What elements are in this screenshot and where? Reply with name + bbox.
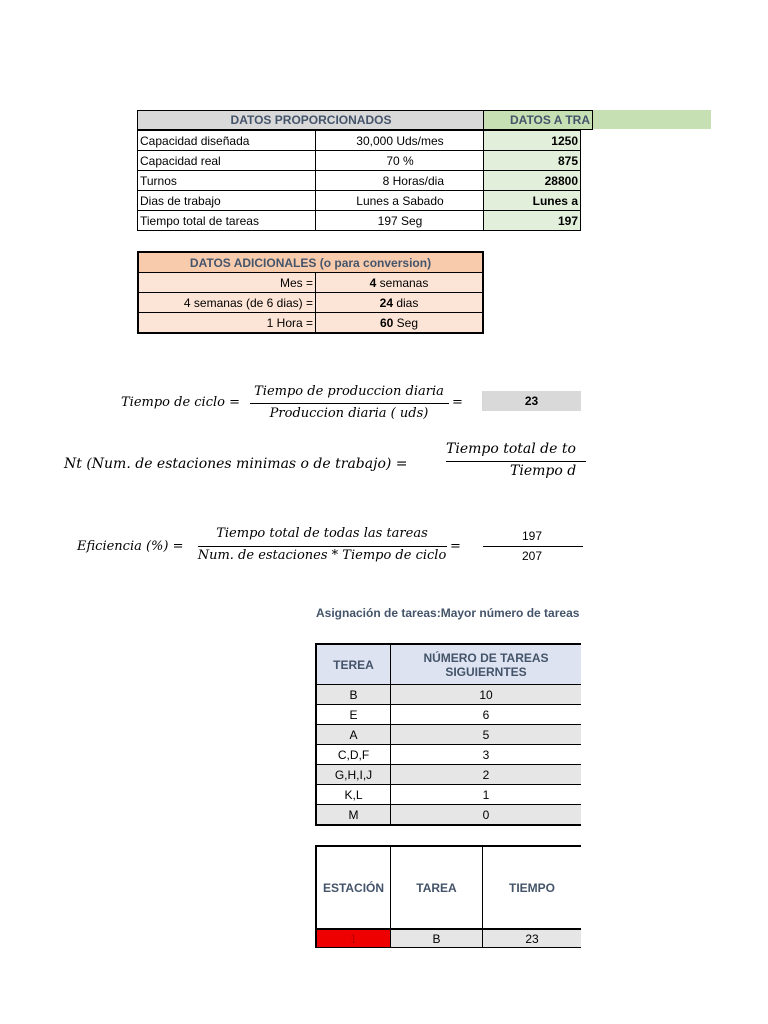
adicionales-num: 4	[369, 275, 377, 290]
asignacion-row-tarea: A	[315, 724, 391, 745]
adicionales-row-value	[315, 312, 484, 334]
formula-ciclo-lhs: Tiempo de ciclo =	[121, 395, 241, 410]
asignacion-col-numero: NÚMERO DE TAREAS SIGUIERNTES	[390, 643, 581, 685]
asignacion-row-tarea: B	[315, 684, 391, 705]
datos-row-value: 70 %	[315, 150, 485, 171]
asignacion-row-num: 6	[390, 704, 581, 725]
asignacion-row-num: 5	[390, 724, 581, 745]
datos-row-value: 8 Horas/dia	[315, 170, 485, 191]
asignacion-row-num: 10	[390, 684, 581, 705]
asignacion-row-num: 3	[390, 744, 581, 765]
asignacion-row-tarea: K,L	[315, 784, 391, 805]
asignacion-title: Asignación de tareas:Mayor número de tareas	[316, 606, 580, 620]
adicionales-row-label: 1 Hora =	[137, 312, 316, 334]
estaciones-col-tiempo: TIEMPO	[482, 845, 581, 929]
datos-row-computed: Lunes a	[483, 190, 581, 211]
formula-eficiencia-bar	[198, 546, 447, 547]
adicionales-num: 60	[379, 315, 394, 330]
formula-eficiencia-lhs: Eficiencia (%) =	[77, 539, 184, 554]
asignacion-col-tarea: TEREA	[315, 643, 391, 685]
datos-row-computed: 197	[483, 210, 581, 231]
asignacion-row-tarea: C,D,F	[315, 744, 391, 765]
formula-eficiencia-numerator: Tiempo total de todas las tareas	[216, 526, 428, 541]
green-header-extension	[581, 110, 711, 129]
estaciones-row-tarea: B	[390, 928, 483, 948]
adicionales-row-value	[315, 272, 484, 293]
asignacion-row-tarea: E	[315, 704, 391, 725]
datos-header-right: DATOS A TRA	[483, 110, 593, 130]
formula-ciclo-equals: =	[452, 395, 463, 410]
datos-row-computed: 1250	[483, 130, 581, 151]
datos-row-value: 30,000 Uds/mes	[315, 130, 485, 151]
asignacion-row-num: 2	[390, 764, 581, 785]
formula-ciclo-numerator: Tiempo de produccion diaria	[254, 384, 444, 399]
datos-row-label: Turnos	[137, 170, 316, 191]
asignacion-row-tarea: G,H,I,J	[315, 764, 391, 785]
asignacion-row-num: 1	[390, 784, 581, 805]
datos-row-computed: 28800	[483, 170, 581, 191]
datos-row-label: Capacidad diseñada	[137, 130, 316, 151]
adicionales-unit: dias	[396, 295, 419, 310]
datos-row-label: Tiempo total de tareas	[137, 210, 316, 231]
formula-nt-bar	[446, 461, 586, 462]
datos-row-label: Dias de trabajo	[137, 190, 316, 211]
adicionales-num: 24	[379, 295, 393, 310]
datos-row-computed: 875	[483, 150, 581, 171]
formula-ciclo-denominator: Produccion diaria ( uds)	[269, 406, 429, 421]
estaciones-row-estacion: 1	[315, 928, 391, 948]
formula-ciclo-result: 23	[482, 391, 581, 411]
asignacion-row-num: 0	[390, 804, 581, 826]
datos-header-left: DATOS PROPORCIONADOS	[137, 110, 485, 130]
formula-eficiencia-equals: =	[450, 539, 461, 554]
estaciones-col-estacion: ESTACIÓN	[315, 845, 391, 929]
datos-row-value: Lunes a Sabado	[315, 190, 485, 211]
formula-nt-lhs: Nt (Num. de estaciones minimas o de trabajo) =	[64, 456, 408, 472]
adicionales-unit: semanas	[379, 275, 429, 290]
formula-nt-denominator: Tiempo d	[510, 463, 577, 479]
adicionales-header: DATOS ADICIONALES (o para conversion)	[137, 251, 484, 273]
adicionales-unit: Seg	[396, 315, 419, 330]
datos-row-value: 197 Seg	[315, 210, 485, 231]
datos-row-label: Capacidad real	[137, 150, 316, 171]
formula-eficiencia-value-denominator: 207	[521, 549, 543, 563]
formula-eficiencia-denominator: Num. de estaciones * Tiempo de ciclo	[197, 548, 447, 563]
formula-eficiencia-value-numerator: 197	[521, 529, 543, 543]
asignacion-row-tarea: M	[315, 804, 391, 826]
formula-eficiencia-value-bar	[483, 546, 583, 547]
formula-ciclo-bar	[250, 403, 449, 404]
adicionales-row-label: Mes =	[137, 272, 316, 293]
formula-nt-numerator: Tiempo total de to	[446, 441, 576, 457]
estaciones-col-tarea: TAREA	[390, 845, 483, 929]
adicionales-row-value	[315, 292, 484, 313]
adicionales-row-label: 4 semanas (de 6 dias) =	[137, 292, 316, 313]
estaciones-row-tiempo: 23	[482, 928, 581, 948]
